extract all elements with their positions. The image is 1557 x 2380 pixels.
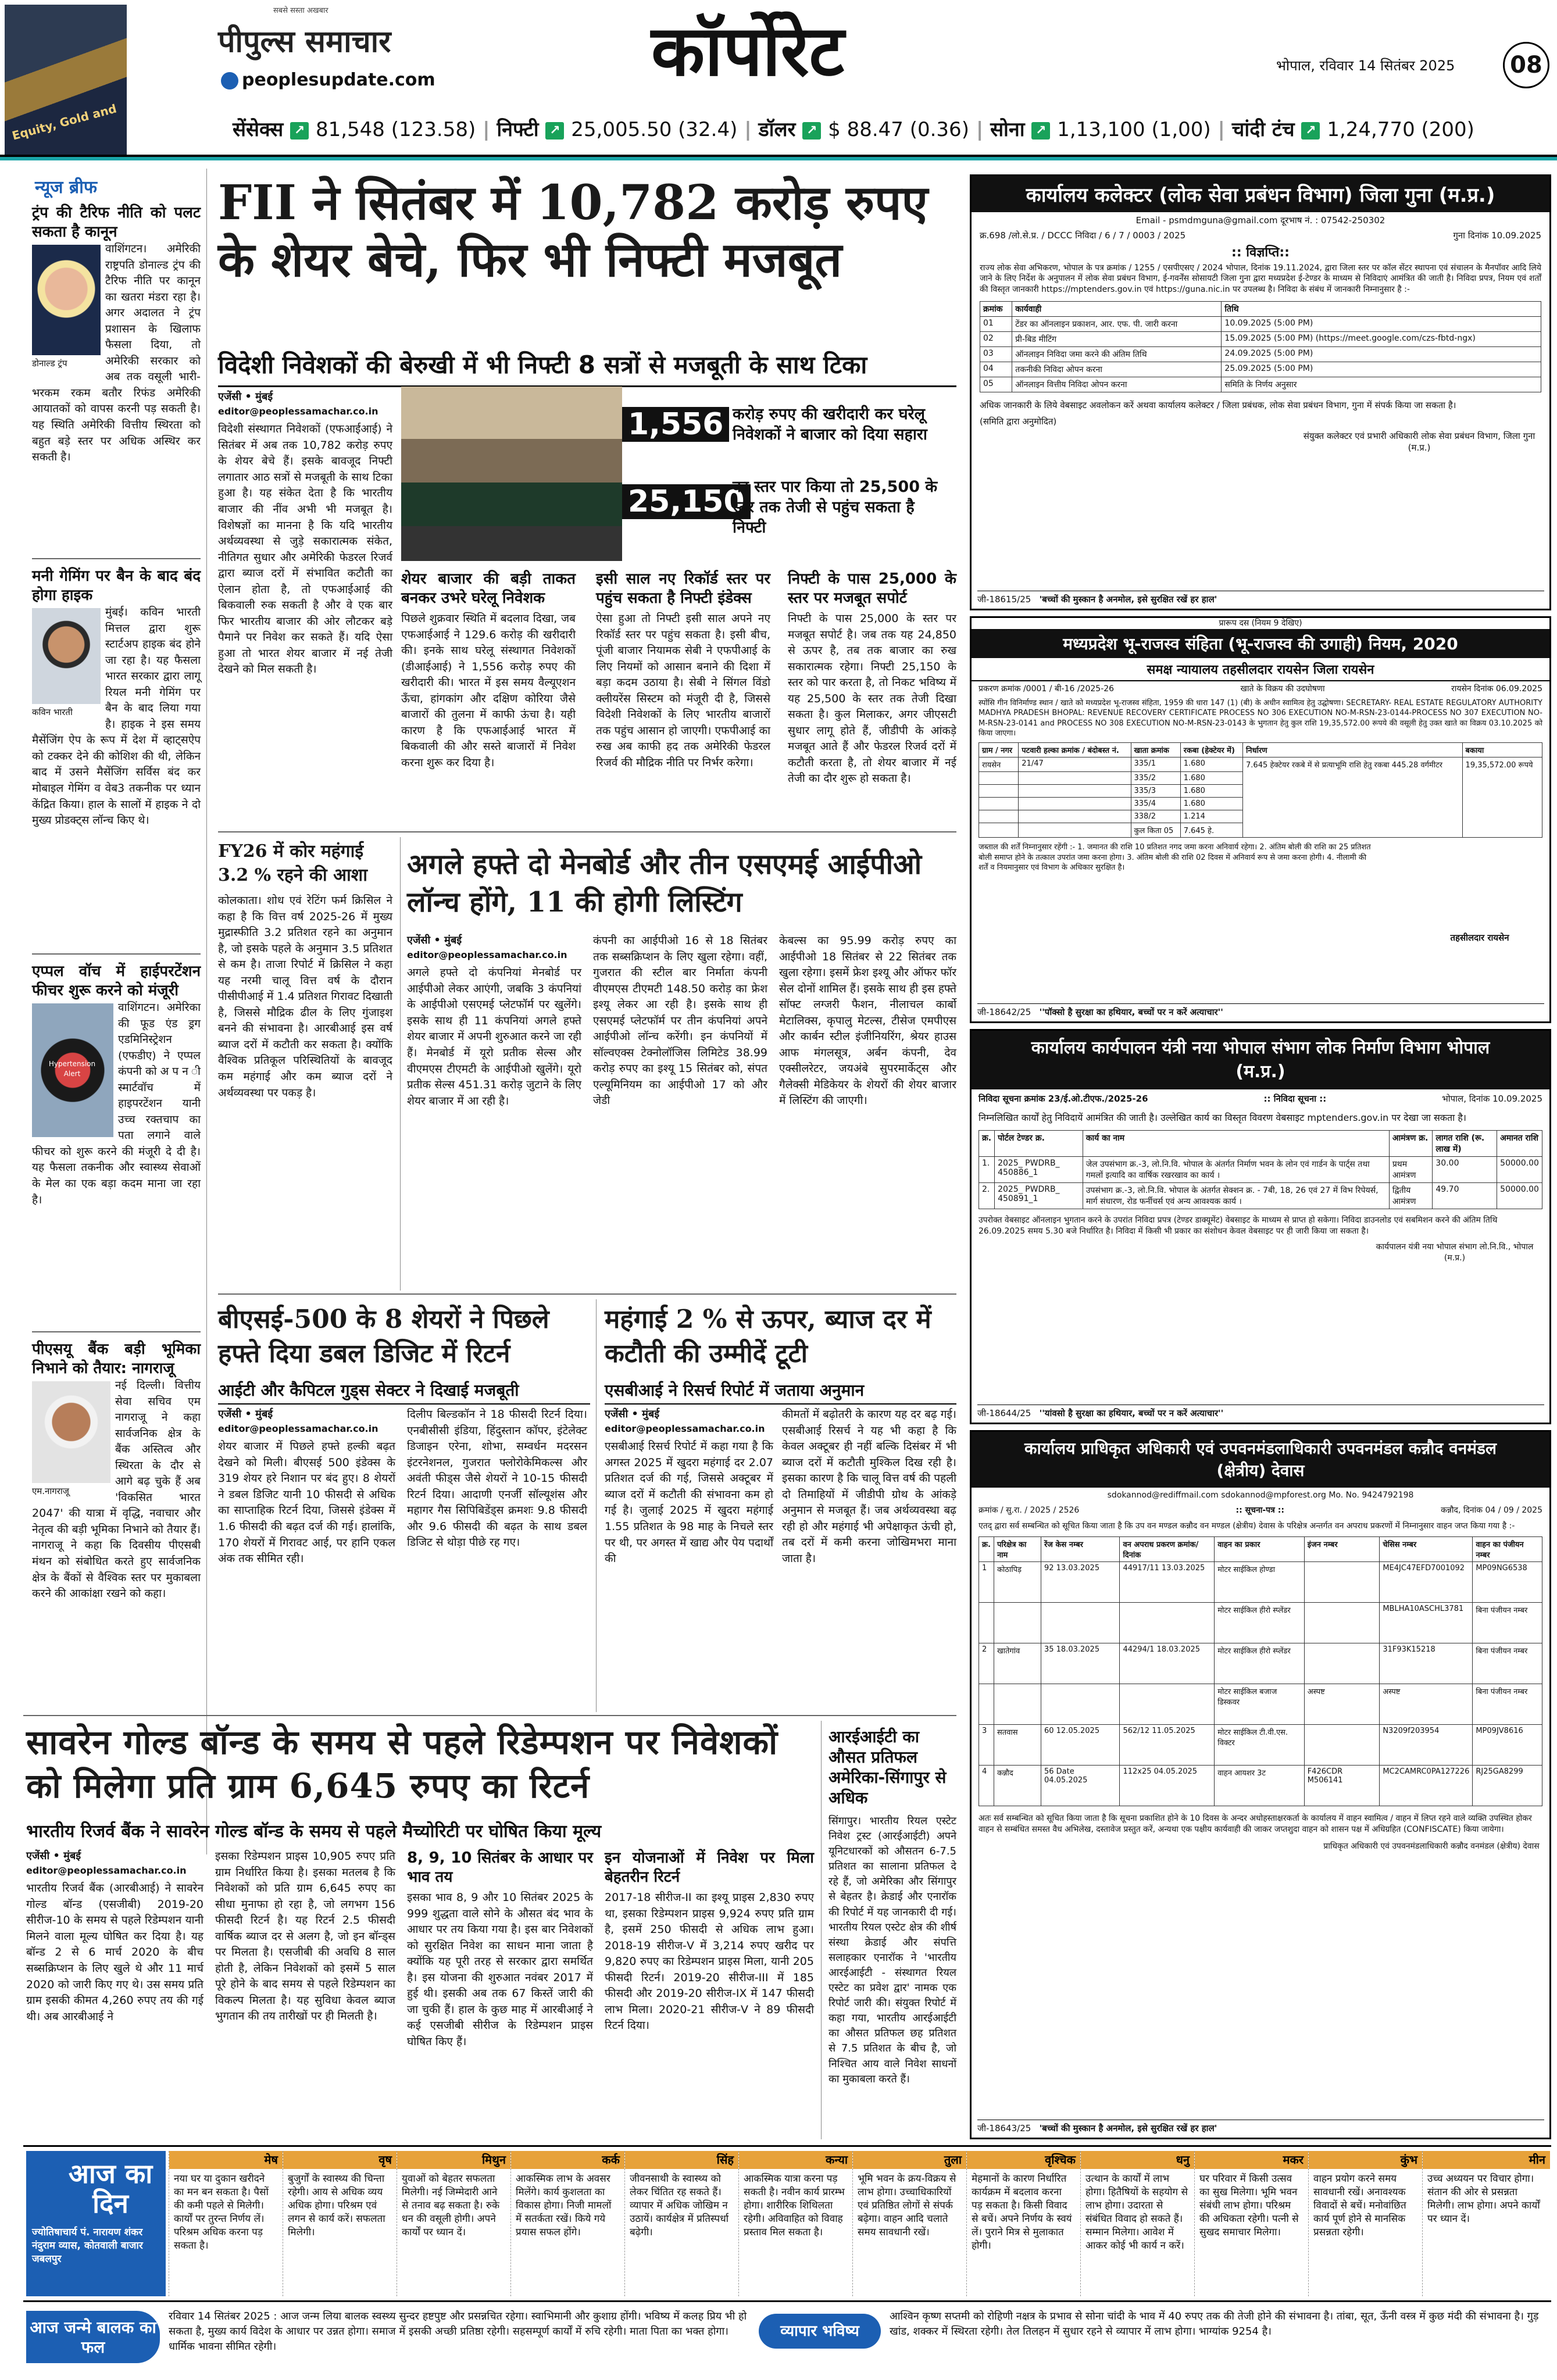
bse-building-photo bbox=[401, 387, 622, 561]
photo-caption: Hypertension Alert bbox=[48, 1060, 96, 1078]
brief-4: पीएसयू बैंक बड़ी भूमिका निभाने को तैयार: नागराजू एम.नागराजू नई दिल्ली। वित्तीय सेवा सचिव एम नागराजू ने कहा सार्वजनिक क्षेत्र के बैंक अस्तित्व और स्थिरता के दौर से आगे बढ़ चुके हैं अब 'विकसित भारत 2047' की यात्रा में वृद्धि, नवाचार और नेतृत्व की बड़ी भूमिका निभाने को तैयार हैं। नागराजू ने कहा कि दिवसीय पीएसबी मंथन को संबोधित करते हुए सार्वजनिक क्षेत्र के बैंकों से वैश्विक स्तर पर मुकाबला करने की आकांक्षा रखने को कहा। bbox=[32, 1341, 201, 1600]
up-arrow-icon: ↗ bbox=[802, 122, 821, 140]
ticker-silver: चांदी टंच ↗ 1,24,770 (200) bbox=[1231, 118, 1474, 141]
sign-capricorn: मकर घर परिवार में किसी उत्सव का सुख मिलेगा। भूमि भवन संबंधी लाभ होगा। परिश्रम की अधिकता रहेगी। पत्नी से सुखद समाचार मिलेगा। bbox=[1194, 2151, 1308, 2296]
dateline: भोपाल, रविवार 14 सितंबर 2025 bbox=[1276, 58, 1455, 74]
ad-raisen-table: ग्राम / नगर पटवारी हल्का क्रमांक / बंदोबस्त नं. खाता क्रमांक रकबा (हेक्टेयर में) निर्धारण बकाया रायसेन 21/47 335/1 1.680 7.645 हेक्टेयर रकबे में से प्रत्याभूमि राशि हेतु रकबा 445.28 वर्गमीटर 19,35,572.00 रूपये 335/2 1.680 335/3 1.680 335/4 1.680 338/2 1.214 कुल किता 05 7.645 हे. bbox=[979, 742, 1542, 838]
ticker-sensex: सेंसेक्स ↗ 81,548 (123.58) bbox=[233, 118, 476, 141]
sign-pisces: मीन उच्च अध्ययन पर विचार होगा। संतान की ओर से प्रसन्नता मिलेगी। लाभ होगा। अपने कार्यों पर ध्यान दें। bbox=[1422, 2151, 1550, 2296]
up-arrow-icon: ↗ bbox=[1301, 122, 1320, 140]
astrologer-credit: ज्योतिषाचार्य पं. नारायण शंकर नंदुराम व्यास, कोतवाली बाजार जबलपुर bbox=[32, 2227, 143, 2265]
ticker-nifty: निफ्टी ↗ 25,005.50 (32.4) bbox=[497, 118, 738, 141]
sign-leo: सिंह जीवनसाथी के स्वास्थ्य को लेकर चिंतित रह सकते हैं। व्यापार में अधिक जोखिम न उठायें। कार्यक्षेत्र में प्रतिस्पर्धा बढ़ेगी। bbox=[624, 2151, 738, 2296]
born-today-text: रविवार 14 सितंबर 2025 : आज जन्म लिया बालक स्वस्थ्य सुन्दर हष्टपुष्ट और प्रसन्नचित रहेगा। स्वाभिमानी और कुशाग्र होंगी। भविष्य में कलह प्रिय भी हो सकता है, मुख्य कार्य विदेश के आधार पर उन्नत होगा। समाज में इसकी अच्छी प्रतिष्ठा रहेगी। सहसम्पूर्ण कार्यों में रुचि रहेगी। माता पिता का भक्त होगा। धार्मिक भावना सीमित रहेगी। bbox=[169, 2310, 747, 2353]
aaj-ka-din-box: आज का दिन ज्योतिषाचार्य पं. नारायण शंकर नंदुराम व्यास, कोतवाली बाजार जबलपुर bbox=[26, 2151, 166, 2296]
kavin-photo bbox=[32, 608, 101, 704]
lead-sub-3: निफ्टी के पास 25,000 के स्तर पर मजबूत सपोर्ट निफ्टी के पास 25,000 के स्तर पर मजबूत सपोर्ट है। जब तक यह 24,850 से ऊपर है, तब तक बाजार का रुख सकारात्मक रहेगा। निफ्टी 25,150 के स्तर को पार करता है, तो निकट भविष्य में यह 25,500 के स्तर तक तेजी दिखा सकता है। कुल मिलाकर, अगर जीएसटी सुधार लागू होते हैं, जीडीपी के आंकड़े मजबूत आते हैं और फेडरल रिजर्व दरों में कटौती करता है, तो शेयर बाजार में नई तेजी का दौर शुरू हो सकता है। bbox=[788, 570, 956, 785]
brief-3: एप्पल वॉच में हाईपरटेंशन फीचर शुरू करने को मंजूरी Hypertension Alert वाशिंगटन। अमेरिका की फूड एंड ड्रग एडमिनिस्ट्रेशन (एफडीए) ने एप्पल कंपनी को अ प न ी स्मार्टवॉच में हाइपरटेंशन यानी उच्च रक्तचाप का पता लगाने वाले फीचर को शुरू करने की मंजूरी दे दी है। यह फैसला तकनीक और स्वास्थ्य सेवाओं के मेल का एक बड़ा कदम माना जा रहा है। bbox=[32, 963, 201, 1206]
lead-intro: एजेंसी • मुंबई editor@peoplessamachar.co.in विदेशी संस्थागत निवेशकों (एफआईआई) ने सितंबर में अब तक 10,782 करोड़ रुपए के शेयर बेचे हैं। इसके बावजूद निफ्टी लगातार आठ सत्रों से मजबूती के साथ टिका हुआ है। यह संकेत देता है कि भारतीय बाजार की नींव अभी भी मजबूत है। विशेषज्ञों का मानना है कि यदि भारतीय अर्थव्यवस्था से जुड़े सकारात्मक संकेत, नीतिगत सुधार और अमेरिकी फेडरल रिजर्व द्वारा ब्याज दरों में संभावित कटौती का ऐलान होता है, तो एफआईआई की बिकवाली रुक सकती है और वे एक बार फिर भारतीय बाजार की ओर लौटकर बड़े पैमाने पर निवेश कर सकते हैं। यदि ऐसा हुआ तो भारत शेयर बाजार में नई तेजी देखने को मिल सकती है। bbox=[218, 391, 392, 676]
ticker-gold: सोना ↗ 1,13,100 (1,00) bbox=[990, 118, 1211, 141]
sign-virgo: कन्या आकस्मिक यात्रा करना पड़ सकती है। नवीन कार्य प्रारम्भ होगा। शारीरिक शिथिलता रहेगी। अविवाहित को विवाह प्रस्ताव मिल सकता है। bbox=[738, 2151, 852, 2296]
sign-aquarius: कुंभ वाहन प्रयोग करने समय सावधानी रखें। अनावश्यक विवादों से बचें। मनोवांछित कार्य पूर्ण होने से मानसिक प्रसन्नता रहेगी। bbox=[1308, 2151, 1422, 2296]
photo-caption: कविन भारती bbox=[32, 707, 73, 717]
ad-pwd-table: क्र. पोर्टल टेण्डर क्र. कार्य का नाम आमंत्रण क्र. लागत राशि (रू. लाख में) अमानत राशि 1. 2025_ PWDRB_ 450886_1 जेल उपसंभाग क्र.-3, लो.नि.वि. भोपाल के अंतर्गत निर्माण भवन के लोन एवं गार्डन के पार्ट्स तथा गमलों इत्यादि का वार्षिक रखरखाव का कार्य । प्रथम आमंत्रण 30.00 50000.00 2. 2025_ PWDRB_ 450891_1 उपसंभाग क्र.-3, लो.नि.वि. भोपाल के अंतर्गत सेक्शन क्र. - 7बी, 18, 26 एवं 27 में विभ रिपेयर्स, मार्ग संधारण, रोड फर्नीचर्स एवं अन्य आवश्यक कार्य । द्वितीय आमंत्रण 49.70 50000.00 bbox=[979, 1130, 1542, 1209]
brand-tagline: सबसे सस्ता अखबार bbox=[273, 6, 328, 15]
news-brief-title: न्यूज ब्रीफ bbox=[35, 177, 97, 198]
born-today-label: आज जन्मे बालक का फल bbox=[26, 2311, 160, 2363]
up-arrow-icon: ↗ bbox=[545, 122, 564, 140]
bse-subhead: आईटी और कैपिटल गुड्स सेक्टर ने दिखाई मजबूती bbox=[218, 1379, 590, 1405]
sign-sagittarius: धनु उत्थान के कार्यों में लाभ होगा। हितैषियों के सहयोग से लाभ होगा। उदारता से संबंधित विवाद हो सकते हैं। सम्मान मिलेगा। आवेश में आकर कोई भी कार्य न करें। bbox=[1080, 2151, 1194, 2296]
nagaraju-photo bbox=[32, 1381, 110, 1483]
ad-guna-table: क्रमांक कार्यवाही तिथि 01 टेंडर का ऑनलाइन प्रकाशन, आर. एफ. पी. जारी करना 10.09.2025 (5:00 PM) 02 प्री-बिड मीटिंग 15.09.2025 (5:00 PM) (https://meet.google.com/czs-fbtd-ngx) 03 ऑनलाइन निविदा जमा करने की अंतिम तिथि 24.09.2025 (5:00 PM) 04 तकनीकी निविदा ओपन करना 25.09.2025 (5:00 PM) 05 ऑनलाइन वित्तीय निविदा ओपन करना समिति के निर्णय अनुसार bbox=[980, 301, 1541, 392]
brand-logo: पीपुल्स समाचार bbox=[218, 24, 391, 59]
gold-headline: सावरेन गोल्ड बॉन्ड के समय से पहले रिडेम्पशन पर निवेशकों को मिलेगा प्रति ग्राम 6,645 रुपए का रिटर्न bbox=[26, 1723, 779, 1806]
stat-box-2: 25,150 का स्तर पार किया तो 25,500 के स्तर तक तेजी से पहुंच सकता है निफ्टी bbox=[622, 474, 954, 544]
brief-2: मनी गेमिंग पर बैन के बाद बंद होगा हाइक कविन भारती मुंबई। कविन भारती मित्तल द्वारा शुरू स्टार्टअप हाइक बंद होने जा रहा है। यह फैसला भारत सरकार द्वारा लागू रियल मनी गेमिंग पर बैन के बाद लिया गया है। हाइक ने इस समय मैसेंजिंग ऐप के रूप में देश में व्हाट्सऐप को टक्कर देने की कोशिश की थी, लेकिन बाद में उसने मैसेंजिंग सर्विस बंद कर मोबाइल गेमिंग व वेब3 तकनीक पर ध्यान केंद्रित किया। हाल के सालों में हाइक ने दो मुख्य प्रोडक्ट्स लॉन्च किए थे। bbox=[32, 567, 201, 827]
lead-headline: FII ने सितंबर में 10,782 करोड़ रुपए के शेयर बेचे, फिर भी निफ्टी मजबूत bbox=[218, 175, 928, 288]
rbi-headline: महंगाई 2 % से ऊपर, ब्याज दर में कटौती की उम्मीदें टूटी bbox=[605, 1305, 931, 1369]
up-arrow-icon: ↗ bbox=[290, 122, 309, 140]
stock-image-caption: Equity, Gold and bbox=[10, 101, 118, 143]
section-title: कॉर्पोरेट bbox=[651, 10, 845, 92]
ticker-dollar: डॉलर ↗ $ 88.47 (0.36) bbox=[758, 118, 969, 141]
lead-sub-1: शेयर बाजार की बड़ी ताकत बनकर उभरे घरेलू निवेशक पिछले शुक्रवार स्थिति में बदलाव दिखा, जब एफआईआई ने 129.6 करोड़ की खरीदारी की। इनके साथ घरेलू संस्थागत निवेशकों (डीआईआई) ने 1,556 करोड़ रुपए की खरीदारी की। भारत में इस समय वैल्यूएशन ऊँचा, हांगकांग और दक्षिण कोरिया जैसे बाजारों की तुलना में काफी ऊंचा है। यही कारण है कि एफआईआई भारत में बिकवाली की और सस्ते बाजारों में निवेश करना शुरू कर दिया है। bbox=[401, 570, 576, 769]
sign-cancer: कर्क आकस्मिक लाभ के अवसर मिलेंगे। कार्य कुशलता का विकास होगा। निजी मामलों में सतर्कता रखें। किये गये प्रयास सफल होंगे। bbox=[510, 2151, 624, 2296]
inflation-story: FY26 में कोर महंगाई 3.2 % रहने की आशा कोलकाता। शोध एवं रेटिंग फर्म क्रिसिल ने कहा है कि वित्त वर्ष 2025-26 में मुख्य मुद्रास्फीति 3.2 प्रतिशत रहने का अनुमान है, जो इसके पहले के अनुमान 3.5 प्रतिशत से कम है। ताजा रिपोर्ट में क्रिसिल ने कहा यह नरमी चालू वित्त वर्ष के दौरान पीसीपीआई में 1.4 प्रतिशत गिरावट दिखाती है, जिससे मौद्रिक ढील के लिए गुंजाइश बनने की संभावना है। आरबीआई इस वर्ष ब्याज दरों में कटौती कर सकता है। क्योंकि वैश्विक प्रतिकूल परिस्थितियों के बावजूद कम महंगाई और कम ब्याज दरों ने अर्थव्यवस्था पर पकड़ है। bbox=[218, 841, 392, 1099]
stat-box-1: 1,556 करोड़ रुपए की खरीदारी कर घरेलू निवेशकों ने बाजार को दिया सहारा bbox=[622, 401, 954, 465]
up-arrow-icon: ↗ bbox=[1031, 122, 1050, 140]
photo-caption: एम.नागराजू bbox=[32, 1486, 69, 1496]
brief-1: ट्रंप की टैरिफ नीति को पलट सकता है कानून डोनाल्ड ट्रंप वाशिंगटन। अमेरिकी राष्ट्रपति डोनाल्ड ट्रंप की टैरिफ नीति पर कानून का खतरा मंडरा रहा है। अगर अदालत ने ट्रंप प्रशासन के खिलाफ फैसला दिया, तो अमेरिकी सरकार को अब तक वसूली भारी-भरकम रकम बतौर रिफंड अमेरिकी आयातकों को वापस करनी पड़ सकती है। यह स्थिति अमेरिकी वित्तीय स्थिरता को बहुत बड़े स्तर पर अधिक अस्थिर कर सकती है। bbox=[32, 204, 201, 464]
page-number: 08 bbox=[1503, 42, 1549, 88]
market-ticker: सेंसेक्स ↗ 81,548 (123.58) | निफ्टी ↗ 25,005.50 (32.4) | डॉलर ↗ $ 88.47 (0.36) | सोना ↗ 1,13,100 (1,00) | चांदी टंच ↗ 1,24,770 (200) bbox=[233, 118, 1474, 141]
ad-kannaud-table: क्र. परिक्षेत्र का नाम रेंज केस नम्बर वन अपराध प्रकरण क्रमांक/दिनांक वाहन का प्रकार इंजन नम्बर चेसिस नम्बर वाहन का पंजीयन नम्बर 1 कोठापिड़ 92 13.03.2025 44917/11 13.03.2025 मोटर साईकिल होण्डा ME4JC47EFD7001092 MP09NG6538 मोटर साईकिल हीरो स्प्लेंडर MBLHA10ASCHL3781 बिना पंजीयन नम्बर 2 खातेगांव 35 18.03.2025 44294/1 18.03.2025 मोटर साईकिल हीरो स्प्लेंडर 31F93K15218 बिना पंजीयन नम्बर मोटर साईकिल बजाज डिस्कवर अस्पष्ट अस्पष्ट बिना पंजीयन नम्बर 3 सतवास 60 12.05.2025 562/12 11.05.2025 मोटर साईकिल टी.वी.एस. विक्टर N3209f203954 MP09JV8616 4 कन्नौद 56 Date 04.05.2025 112x25 04.05.2025 वाहन आयशर 3ट F426CDR M506141 MC2CAMRC0PA127226 RJ25GA8299 bbox=[979, 1536, 1542, 1806]
reit-story: आरईआईटी का औसत प्रतिफल अमेरिका-सिंगापुर से अधिक सिंगापुर। भारतीय रियल एस्टेट निवेश ट्रस्ट (आरईआईटी) अपने यूनिटधारकों को औसतन 6-7.5 प्रतिशत का सालाना प्रतिफल दे रहे हैं, जो अमेरिका और सिंगापुर से बेहतर है। क्रेडाई और एनारॉक की रिपोर्ट में यह जानकारी दी गई। भारतीय रियल एस्टेट क्षेत्र की शीर्ष संस्था क्रेडाई और संपत्ति सलाहकार एनारॉक ने 'भारतीय आरईआईटी - संस्थागत रियल एस्टेट का प्रवेश द्वार' नामक एक रिपोर्ट जारी की। संयुक्त रिपोर्ट में कहा गया, भारतीय आरईआईटी का औसत प्रतिफल छह प्रतिशत से 7.5 प्रतिशत के बीच है, जो निश्चित आय वाले निवेश साधनों का मुकाबला करते हैं। bbox=[829, 1727, 956, 2085]
lead-subhead: विदेशी निवेशकों की बेरुखी में भी निफ्टी 8 सत्रों से मजबूती के साथ टिका bbox=[218, 348, 956, 387]
ad-pwd-bhopal: कार्यालय कार्यपालन यंत्री नया भोपाल संभाग लोक निर्माण विभाग भोपाल (म.प्र.) निविदा सूचना क्रमांक 23/ई.ओ.टीएफ./2025-26 :: निविदा सूचना :: भोपाल, दिनांक 10.09.2025 निम्नलिखित कार्यों हेतु निविदायें आमंत्रित की जाती है। उल्लेखित कार्य का विस्तृत विवरण वेबसाइट mptenders.gov.in पर देखा जा सकता है। क्र. पोर्टल टेण्डर क्र. कार्य का नाम आमंत्रण क्र. लागत राशि (रू. लाख में) अमानत राशि 1. 2025_ PWDRB_ 450886_1 जेल उपसंभाग क्र.-3, लो.नि.वि. भोपाल के अंतर्गत निर्माण भवन के लोन एवं गार्डन के पार्ट्स तथा गमलों इत्यादि का वार्षिक रखरखाव का कार्य । प्रथम आमंत्रण 30.00 50000.00 2. 2025_ PWDRB_ 450891_1 उपसंभाग क्र.-3, लो.नि.वि. भोपाल के अंतर्गत सेक्शन क्र. - 7बी, 18, 26 एवं 27 में विभ रिपेयर्स, मार्ग संधारण, रोड फर्नीचर्स एवं अन्य आवश्यक कार्य । द्वितीय आमंत्रण 49.70 50000.00 उपरोक्त वेबसाइट ऑनलाइन भुगतान करने के उपरांत निविदा प्रपत्र (टेण्डर डाक्यूमेंट) वेबसाइट के माध्यम से प्राप्त हो सकेगा। निविदा डाउनलोड एवं सबमिशन करने की अंतिम तिथि 26.09.2025 समय 5.30 बजे निर्धारित है। निविदा में किसी भी प्रकार का संशोधन केवल वेबसाइट पर ही जारी किया जा सकता है। कार्यपालन यंत्री नया भोपाल संभाग लो.नि.वि., भोपाल (म.प्र.) जी-18644/25 ''यांवसो है सुरक्षा का हथियार, बच्चों पर न करें अत्याचार'' bbox=[970, 1029, 1551, 1424]
website-url[interactable]: peoplesupdate.com bbox=[221, 70, 435, 90]
stock-market-image bbox=[5, 5, 127, 155]
business-forecast-label: व्यापार भविष्य bbox=[759, 2314, 881, 2349]
trump-photo bbox=[32, 245, 101, 355]
bse-headline: बीएसई-500 के 8 शेयरों ने पिछले हफ्ते दिया डबल डिजिट में रिटर्न bbox=[218, 1305, 549, 1369]
sign-libra: तुला भूमि भवन के क्रय-विक्रय से लाभ होगा। उच्चाधिकारियों एवं प्रतिष्ठित लोगों से संपर्क बढ़ेगा। वाहन आदि चलाते समय सावधानी रखें। bbox=[852, 2151, 966, 2296]
apple-watch-photo bbox=[32, 1003, 113, 1137]
gold-subhead: भारतीय रिजर्व बैंक ने सावरेन गोल्ड बॉन्ड के समय से पहले मैच्योरिटी पर घोषित किया मूल्य bbox=[26, 1821, 602, 1842]
ad-raisen-tehsildar: प्रारूप दस (नियम 9 देखिए) मध्यप्रदेश भू-राजस्व संहिता (भू-राजस्व की उगाही) नियम, 2020 समक्ष न्यायालय तहसीलदार रायसेन जिला रायसेन प्रकरण क्रमांक /0001 / बी-16 /2025-26 खाते के विक्रय की उदघोषणा रायसेन दिनांक 06.09.2025 स्पोंसि गीन विनिर्माण्ड स्थान / खाते को मध्यप्रदेश भू-राजस्व संहिता, 1959 की धारा 147 (1) (बी) के अधीन स्वामित्व हेतु उद्घोषणा। SECRETARY- REAL ESTATE REGULATORY AUTHORITY MADHYA PRADESH BHOPAL: REVENUE RECOVERY CERTIFICATE PROCESS NO 306 EXECUTION NO-M-RSN-23-0144-PROCESS NO 307 EXECUTION NO-M-RSN-23-0141 and PROCESS NO 308 EXECUTION NO-M-RSN-23-0143 के भुगतान हेतु कुल राशि 19,35,572.00 रूपये की वसूली हेतु उक्त खाते का विक्रय 03.10.2025 को किया जाएगा। ग्राम / नगर पटवारी हल्का क्रमांक / बंदोबस्त नं. खाता क्रमांक रकबा (हेक्टेयर में) निर्धारण बकाया रायसेन 21/47 335/1 1.680 7.645 हेक्टेयर रकबे में से प्रत्याभूमि राशि हेतु रकबा 445.28 वर्गमीटर 19,35,572.00 रूपये 335/2 1.680 335/3 1.680 335/4 1.680 338/2 1.214 कुल किता 05 7.645 हे. जब्ताल की शर्तें निम्नानुसार रहेंगी :- 1. जमानत की राशि 10 प्रतिशत नगद जमा करना अनिवार्य रहेगा। 2. अंतिम बोली की राशि का 25 प्रतिशत बोली समाप्त होने के तत्काल उपरांत जमा करना होगा। 3. अंतिम बोली की राशि 02 दिवस में अनिवार्य रूप से जमा करना होगी। 4. नीलामी की शर्तें व नियमानुसार एवं विभाग के अधिकार सुरक्षित है। तहसीलदार रायसेन जी-18642/25 ''पॉक्सो है सुरक्षा का हथियार, बच्चों पर न करें अत्याचार'' bbox=[970, 616, 1551, 1023]
photo-caption: डोनाल्ड ट्रंप bbox=[32, 358, 67, 369]
ad-guna-collector: कार्यालय कलेक्टर (लोक सेवा प्रबंधन विभाग) जिला गुना (म.प्र.) Email - psmdmguna@gmail.com दूरभाष नं. : 07542-250302 क्र.698 /लो.से.प्र. / DCCC निविदा / 6 / 7 / 0003 / 2025 गुना दिनांक 10.09.2025 :: विज्ञप्ति:: राज्य लोक सेवा अभिकरण, भोपाल के पत्र क्रमांक / 1255 / एसपीएसए / 2024 भोपाल, दिनांक 19.11.2024, द्वारा जिला स्तर पर कॉल सेंटर स्थापना एवं संचालन के मैनपॉवर आदि लिये जाने के लिए निर्देश के अनुपालन में लोक सेवा प्रबंधन विभाग, ई-गवर्नेंस सोसायटी जिला गुना द्वारा मध्यप्रदेश ई-टेण्डर के माध्यम से निविदाएं आमंत्रित की जाती है। निविदा प्रपत्र, नियम एवं शर्तों की विस्तृत जानकारी https://mptenders.gov.in एवं https://guna.nic.in पर उपलब्ध है। निविदा के संबंध में जानकारी निम्नानुसार है :- क्रमांक कार्यवाही तिथि 01 टेंडर का ऑनलाइन प्रकाशन, आर. एफ. पी. जारी करना 10.09.2025 (5:00 PM) 02 प्री-बिड मीटिंग 15.09.2025 (5:00 PM) (https://meet.google.com/czs-fbtd-ngx) 03 ऑनलाइन निविदा जमा करने की अंतिम तिथि 24.09.2025 (5:00 PM) 04 तकनीकी निविदा ओपन करना 25.09.2025 (5:00 PM) 05 ऑनलाइन वित्तीय निविदा ओपन करना समिति के निर्णय अनुसार अधिक जानकारी के लिये वेबसाइट अवलोकन करें अथवा कार्यालय कलेक्टर / जिला प्रबंधक, लोक सेवा प्रबंधन विभाग, गुना में संपर्क किया जा सकता है। (समिति द्वारा अनुमोदित) संयुक्त कलेक्टर एवं प्रभारी अधिकारी लोक सेवा प्रबंधन विभाग, जिला गुना (म.प्र.) जी-18615/25 'बच्चों की मुस्कान है अनमोल, इसे सुरक्षित रखें हर हाल' bbox=[970, 174, 1551, 610]
ipo-headline: अगले हफ्ते दो मेनबोर्ड और तीन एसएमई आईपीओ लॉन्च होंगे, 11 की होगी लिस्टिंग bbox=[407, 848, 922, 919]
sign-scorpio: वृश्चिक मेहमानों के कारण निर्धारित कार्यक्रम में बदलाव करना पड़ सकता है। किसी विवाद से बचें। अपने निर्णय के स्वयं लें। पुराने मित्र से मुलाकात होगी। bbox=[966, 2151, 1080, 2296]
masthead bbox=[0, 0, 1557, 157]
sign-gemini: मिथुन युवाओं को बेहतर सफलता मिलेगी। नई जिम्मेदारी आने से तनाव बढ़ सकता है। रुके धन की वसूली होगी। अपने कार्यों पर ध्यान दें। bbox=[397, 2151, 510, 2296]
business-forecast-text: आश्विन कृष्ण सप्तमी को रोहिणी नक्षत्र के प्रभाव से सोना चांदी के भाव में 40 रुपए तक की तेजी होने की संभावना है। तांबा, सूत, ऊँनी वस्त्र में कुछ मंदी की संभावना है। गुड़ खांड, शक्कर में स्थिरता रहेगी। तेल तिलहन में सुधार रहने से व्यापार में लाभ होगा। भाग्यांक 9254 है। bbox=[890, 2310, 1539, 2338]
sign-aries: मेष नया घर या दुकान खरीदने का मन बन सकता है। पैसों की कमी पहले से मिलेगी। कार्यों पर तुरन्त निर्णय लें। परिश्रम अधिक करना पड़ सकता है। bbox=[169, 2151, 283, 2296]
sign-taurus: वृष बुजुर्गों के स्वास्थ्य की चिन्ता रहेगी। आय से अधिक व्यय अधिक होगा। परिश्रम एवं लगन से कार्य करें। सफलता मिलेगी। bbox=[283, 2151, 397, 2296]
lead-sub-2: इसी साल नए रिकॉर्ड स्तर पर पहुंच सकता है निफ्टी इंडेक्स ऐसा हुआ तो निफ्टी इसी साल अपने नए रिकॉर्ड स्तर पर पहुंच सकता है। इसी बीच, पूंजी बाजार नियामक सेबी ने एफपीआई के लिए नियमों को आसान बनाने की दिशा में बड़ा कदम उठाया है। सेबी ने सिंगल विंडो क्लीयरेंस सिस्टम को मंजूरी दी है, जिससे विदेशी निवेशकों के लिए भारतीय बाजारों तक पहुंच आसान हो जाएगी। एफपीआई का रुख अब काफी हद तक अमेरिकी फेडरल रिजर्व की मौद्रिक नीति पर निर्भर करेगा। bbox=[596, 570, 770, 769]
ad-kannaud-forest: कार्यालय प्राधिकृत अधिकारी एवं उपवनमंडलाधिकारी उपवनमंडल कन्नौद वनमंडल (क्षेत्रीय) देवास sdokannod@rediffmail.com sdokannod@mpforest.org Mo. No. 9424792198 क्रमांक / सु.रा. / 2025 / 2526 :: सूचना-पत्र :: कन्नौद, दिनांक 04 / 09 / 2025 एतद् द्वारा सर्व सम्बन्धित को सूचित किया जाता है कि उप वन मण्डल कन्नौद वन मण्डल (क्षेत्रीय) देवास के परिक्षेत्र अन्तर्गत वन अपराध प्रकरणों में निम्नानुसार वाहन जप्त किया गया है :- क्र. परिक्षेत्र का नाम रेंज केस नम्बर वन अपराध प्रकरण क्रमांक/दिनांक वाहन का प्रकार इंजन नम्बर चेसिस नम्बर वाहन का पंजीयन नम्बर 1 कोठापिड़ 92 13.03.2025 44917/11 13.03.2025 मोटर साईकिल होण्डा ME4JC47EFD7001092 MP09NG6538 मोटर साईकिल हीरो स्प्लेंडर MBLHA10ASCHL3781 बिना पंजीयन नम्बर 2 खातेगांव 35 18.03.2025 44294/1 18.03.2025 मोटर साईकिल हीरो स्प्लेंडर 31F93K15218 बिना पंजीयन नम्बर मोटर साईकिल बजाज डिस्कवर अस्पष्ट अस्पष्ट बिना पंजीयन नम्बर 3 सतवास 60 12.05.2025 562/12 11.05.2025 मोटर साईकिल टी.वी.एस. विक्टर N3209f203954 MP09JV8616 4 कन्नौद 56 Date 04.05.2025 112x25 04.05.2025 वाहन आयशर 3ट F426CDR M506141 MC2CAMRC0PA127226 RJ25GA8299 अतः सर्व सम्बन्धित को सूचित किया जाता है कि सूचना प्रकाशित होने के 10 दिवस के अन्दर अधोहस्ताक्षरकर्ता के कार्यालय में वाहन स्वामित्व / वाहन में लिप्त रहने वाले व्यक्ति उपस्थित होकर वाहन से सम्बंधित समस्त वैध अभिलेख, दस्तावेज प्रस्तुत करें, अन्यथा एक पक्षीय कार्यवाही की जाकर जप्तशुदा वाहन को शासन पक्ष में अधिग्रहित (CONFISCATE) किया जायेगा। प्राधिकृत अधिकारी एवं उपवनमंडलाधिकारी कन्नौद वनमंडल (क्षेत्रीय) देवास जी-18643/25 'बच्चों की मुस्कान है अनमोल, इसे सुरक्षित रखें हर हाल' bbox=[970, 1430, 1551, 2139]
rbi-subhead: एसबीआई ने रिसर्च रिपोर्ट में जताया अनुमान bbox=[605, 1379, 956, 1405]
globe-icon bbox=[221, 72, 238, 90]
